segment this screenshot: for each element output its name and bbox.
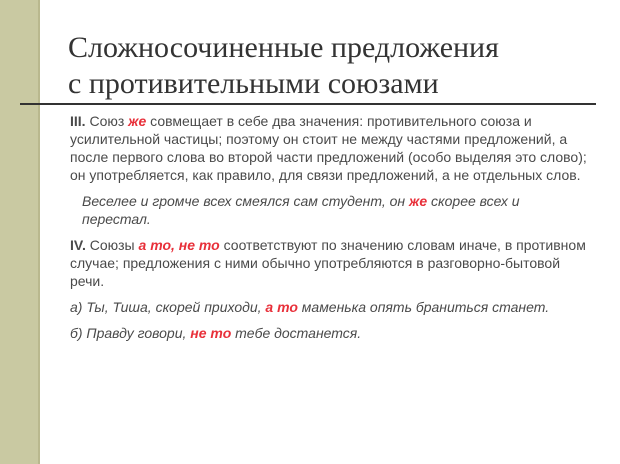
example-a-paragraph	[70, 298, 590, 316]
side-bar-edge	[38, 0, 40, 464]
example-b-text-start: б) Правду говори,	[70, 325, 191, 341]
section-3-text-start: Союз	[85, 113, 129, 129]
slide-title-line-1: Сложносочиненные предложения	[68, 31, 499, 64]
section-3-text-rest: совмещает в себе два значения: противительного союза и усилительной частицы; поэтому он стоит не между частями предложений, а после первого слова во второй части предложений (особо выделяя это слово); он употребляется, как правило, для связи предложений, а не отдельных слов.	[70, 113, 587, 183]
section-3-number: III.	[70, 113, 86, 129]
example-a-text-rest: маменька опять браниться станет.	[297, 299, 550, 315]
example-b-highlight: не то	[190, 325, 232, 341]
section-3-paragraph	[70, 112, 590, 184]
example-1-paragraph	[70, 192, 590, 228]
section-4-number: IV.	[70, 237, 86, 253]
example-a-text-start: а) Ты, Тиша, скорей приходи,	[70, 299, 266, 315]
decorative-side-bar	[0, 0, 40, 464]
highlight-conjunction-zhe: же	[128, 113, 147, 129]
example-1-text-rest: скорее всех и перестал.	[82, 193, 520, 227]
example-b-paragraph	[70, 324, 590, 342]
slide-title	[68, 30, 588, 102]
section-4-text-start: Союзы	[85, 237, 139, 253]
section-4-text-rest: соответствуют по значению словам иначе, в противном случае; предложения с ними обычно употребляются в разговорно-бытовой речи.	[70, 237, 586, 289]
example-1-highlight: же	[409, 193, 428, 209]
example-1-text-start: Веселее и громче всех смеялся сам студент, он	[82, 193, 410, 209]
highlight-conjunctions-ato-neto: а то, не то	[138, 237, 220, 253]
slide-body	[70, 112, 590, 350]
example-a-highlight: а то	[265, 299, 298, 315]
section-4-paragraph	[70, 236, 590, 290]
title-divider	[20, 103, 596, 105]
example-b-text-rest: тебе достанется.	[231, 325, 362, 341]
slide-title-line-2: с противительными союзами	[68, 67, 439, 100]
